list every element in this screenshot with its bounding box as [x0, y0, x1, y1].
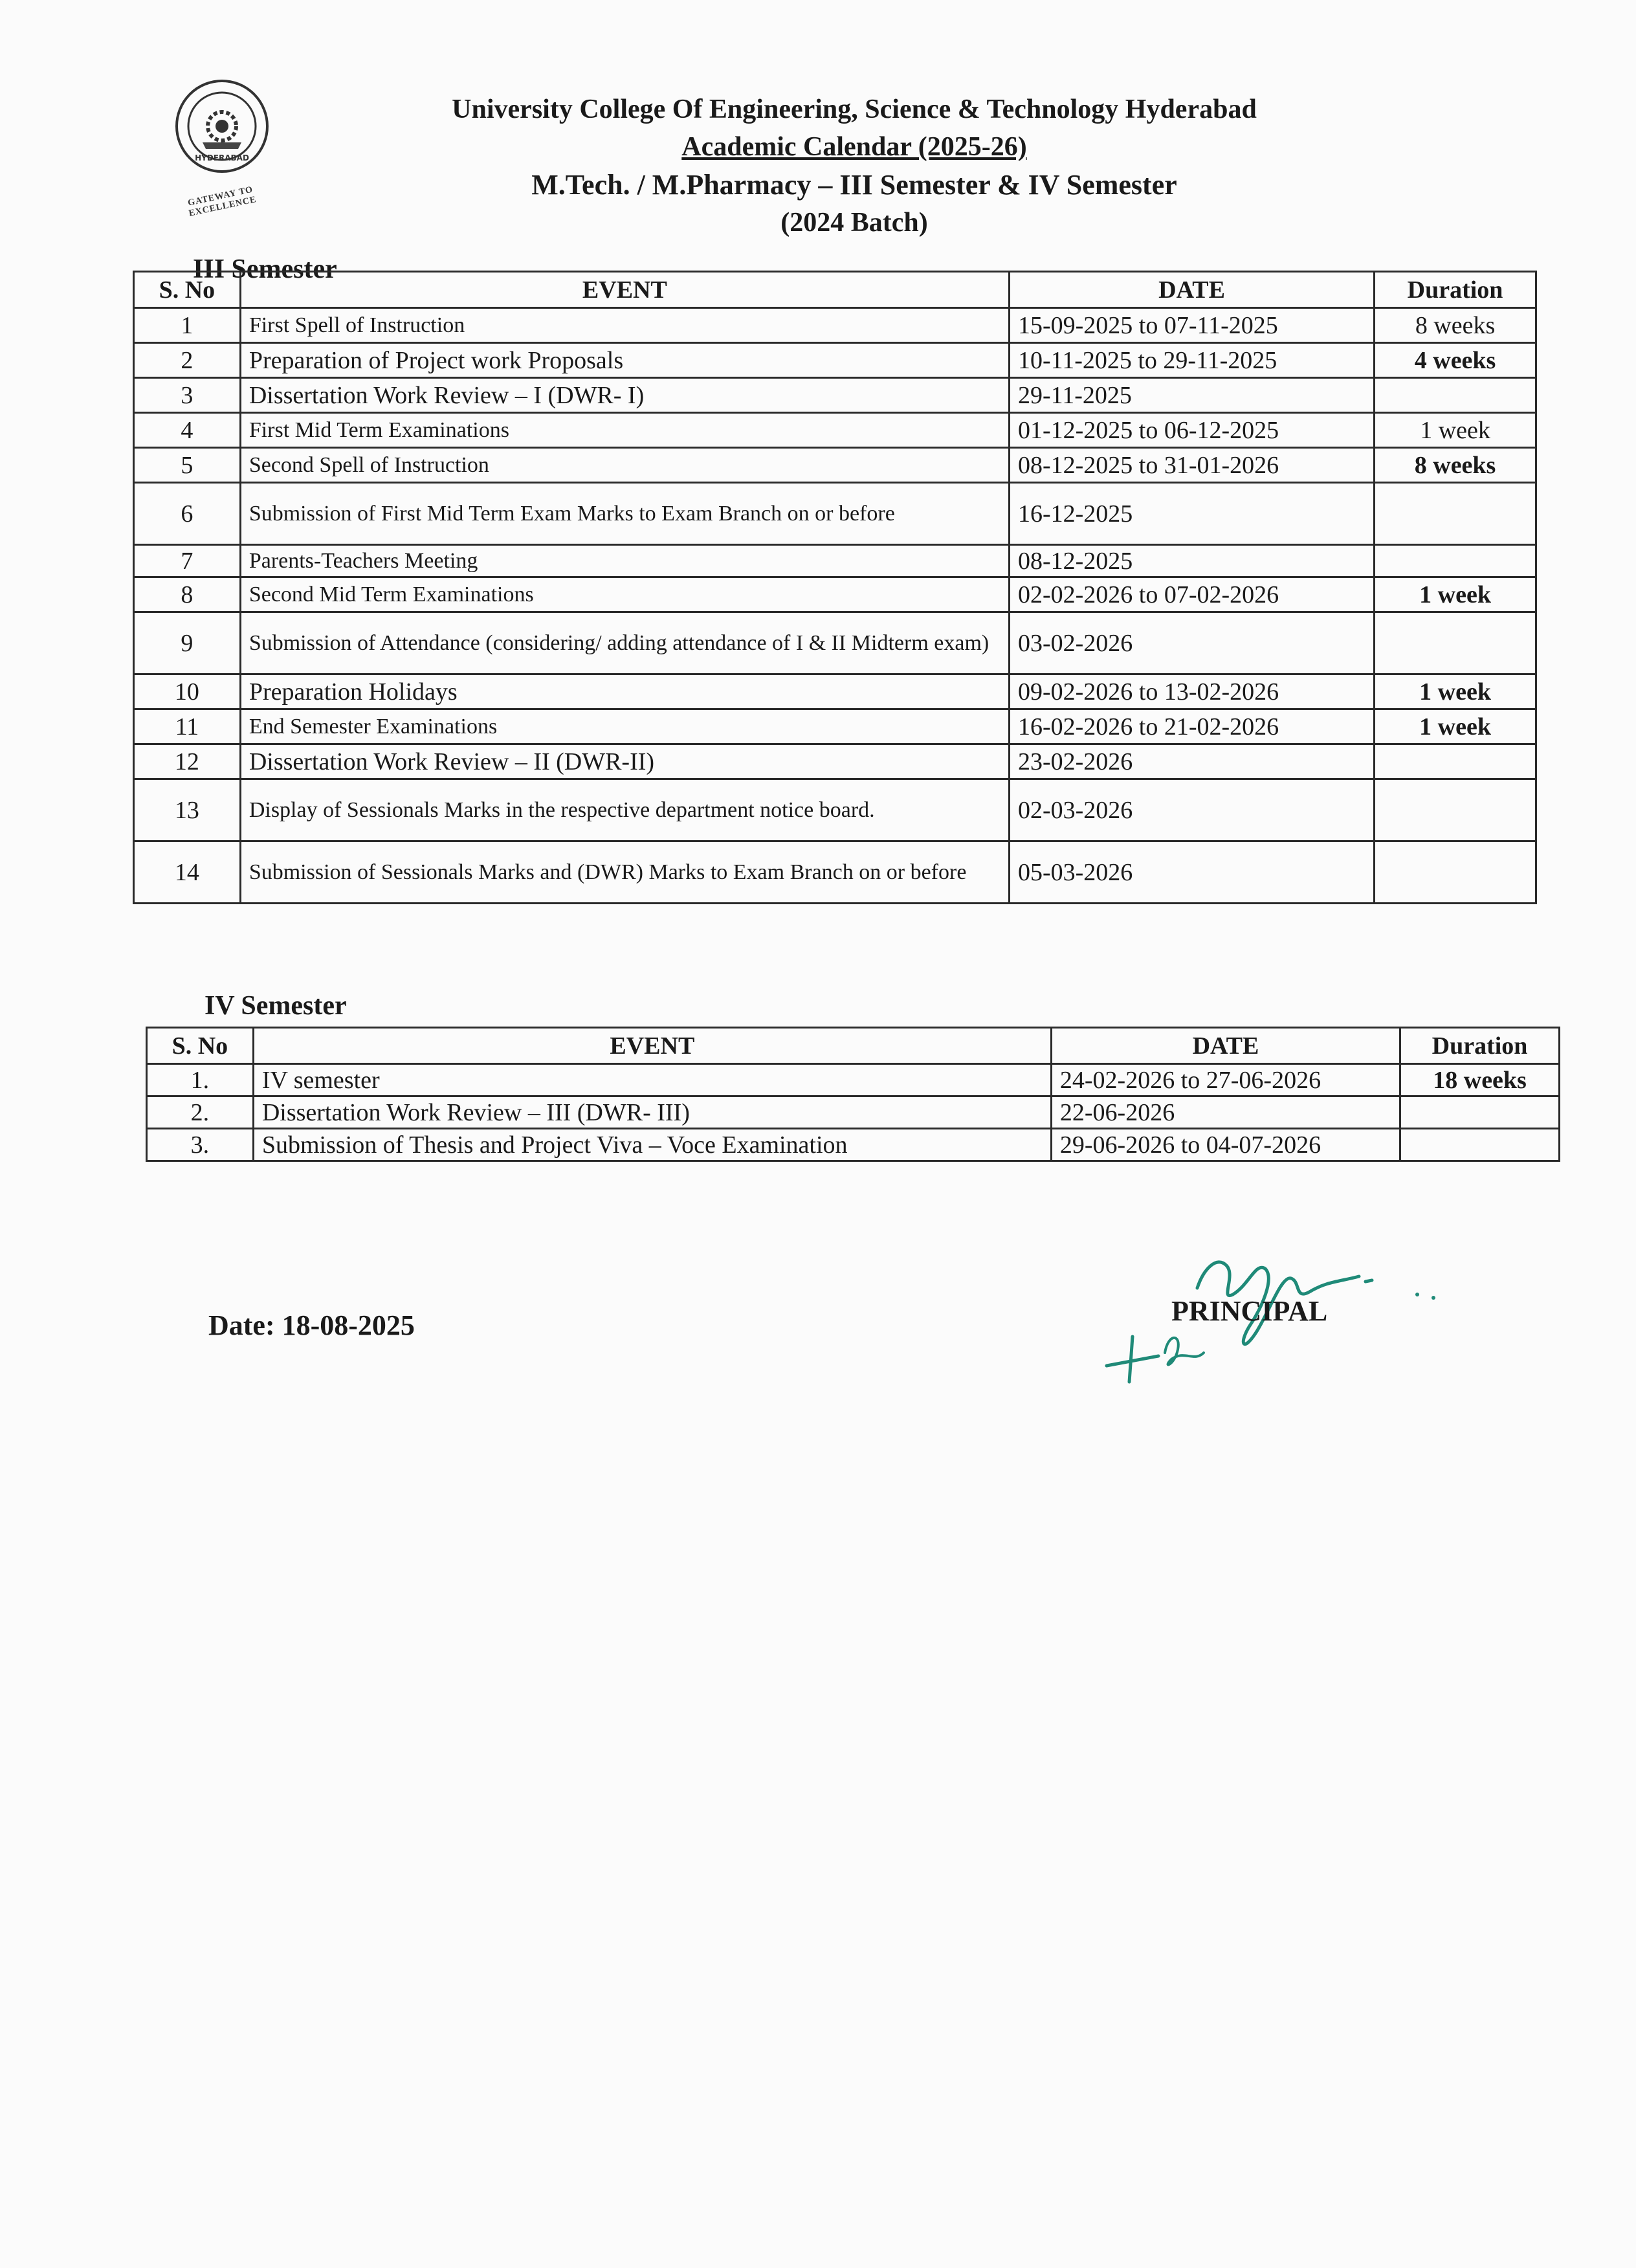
row-sno: 2	[134, 343, 241, 378]
institution-name: University College Of Engineering, Science & Technology Hyderabad	[452, 94, 1257, 124]
batch-label: (2024 Batch)	[780, 208, 928, 238]
row-sno: 3.	[147, 1129, 254, 1161]
row-duration: 18 weeks	[1400, 1064, 1560, 1096]
row-sno: 1	[134, 308, 241, 343]
row-event: First Spell of Instruction	[240, 308, 1009, 343]
calendar-title: Academic Calendar (2025-26)	[681, 132, 1027, 162]
table-row	[134, 378, 1536, 413]
row-date: 29-06-2026 to 04-07-2026	[1051, 1129, 1400, 1161]
sem4-table	[146, 1027, 1560, 1162]
row-duration: 4 weeks	[1375, 343, 1536, 378]
col-duration-header: Duration	[1400, 1028, 1560, 1064]
row-date: 23-02-2026	[1009, 744, 1374, 779]
row-sno: 14	[134, 841, 241, 904]
row-event: Submission of Sessionals Marks and (DWR) Marks to Exam Branch on or before	[240, 841, 1009, 904]
row-sno: 2.	[147, 1096, 254, 1129]
table-row	[134, 709, 1536, 744]
row-date: 02-02-2026 to 07-02-2026	[1009, 577, 1374, 612]
row-event: Dissertation Work Review – III (DWR- III)	[253, 1096, 1051, 1129]
row-date: 01-12-2025 to 06-12-2025	[1009, 413, 1374, 448]
col-event-header: EVENT	[240, 272, 1009, 308]
row-duration: 1 week	[1375, 413, 1536, 448]
row-sno: 6	[134, 483, 241, 545]
row-date: 08-12-2025	[1009, 545, 1374, 577]
table-row	[134, 779, 1536, 841]
row-event: Submission of Thesis and Project Viva – Voce Examination	[253, 1129, 1051, 1161]
table-row	[134, 744, 1536, 779]
row-duration	[1375, 545, 1536, 577]
row-date: 22-06-2026	[1051, 1096, 1400, 1129]
col-sno-header: S. No	[147, 1028, 254, 1064]
row-sno: 9	[134, 612, 241, 674]
row-sno: 12	[134, 744, 241, 779]
row-event: Dissertation Work Review – II (DWR-II)	[240, 744, 1009, 779]
col-duration-header: Duration	[1375, 272, 1536, 308]
row-date: 02-03-2026	[1009, 779, 1374, 841]
row-date: 09-02-2026 to 13-02-2026	[1009, 674, 1374, 709]
logo-caption: GATEWAY TO EXCELLENCE	[186, 184, 258, 219]
principal-label: PRINCIPAL	[1171, 1295, 1328, 1327]
row-event: Preparation of Project work Proposals	[240, 343, 1009, 378]
row-date: 08-12-2025 to 31-01-2026	[1009, 448, 1374, 483]
row-sno: 5	[134, 448, 241, 483]
university-seal-logo	[173, 78, 271, 175]
row-sno: 10	[134, 674, 241, 709]
col-date-header: DATE	[1051, 1028, 1400, 1064]
col-date-header: DATE	[1009, 272, 1374, 308]
table-row	[134, 841, 1536, 904]
row-date: 16-02-2026 to 21-02-2026	[1009, 709, 1374, 744]
row-duration	[1375, 744, 1536, 779]
row-date: 24-02-2026 to 27-06-2026	[1051, 1064, 1400, 1096]
issue-date: Date: 18-08-2025	[208, 1309, 415, 1341]
row-event: Submission of Attendance (considering/ adding attendance of I & II Midterm exam)	[240, 612, 1009, 674]
row-duration	[1375, 612, 1536, 674]
document-header	[362, 91, 1346, 241]
row-duration	[1375, 779, 1536, 841]
col-event-header: EVENT	[253, 1028, 1051, 1064]
row-duration: 8 weeks	[1375, 308, 1536, 343]
table-row	[147, 1064, 1560, 1096]
row-duration: 1 week	[1375, 674, 1536, 709]
row-duration: 1 week	[1375, 709, 1536, 744]
row-event: First Mid Term Examinations	[240, 413, 1009, 448]
row-event: Parents-Teachers Meeting	[240, 545, 1009, 577]
row-event: End Semester Examinations	[240, 709, 1009, 744]
row-date: 16-12-2025	[1009, 483, 1374, 545]
table-header-row	[147, 1028, 1560, 1064]
row-event: Second Spell of Instruction	[240, 448, 1009, 483]
table-row	[134, 343, 1536, 378]
row-sno: 1.	[147, 1064, 254, 1096]
row-event: IV semester	[253, 1064, 1051, 1096]
row-date: 15-09-2025 to 07-11-2025	[1009, 308, 1374, 343]
row-event: Second Mid Term Examinations	[240, 577, 1009, 612]
sem3-heading: III Semester	[193, 254, 337, 284]
program-title: M.Tech. / M.Pharmacy – III Semester & IV Semester	[531, 169, 1177, 201]
sem3-table	[133, 271, 1537, 904]
row-duration: 1 week	[1375, 577, 1536, 612]
col-sno-header: S. No	[134, 272, 241, 308]
row-duration	[1375, 483, 1536, 545]
table-row	[134, 448, 1536, 483]
row-event: Submission of First Mid Term Exam Marks to Exam Branch on or before	[240, 483, 1009, 545]
row-duration	[1375, 378, 1536, 413]
table-row	[134, 612, 1536, 674]
row-date: 29-11-2025	[1009, 378, 1374, 413]
row-duration: 8 weeks	[1375, 448, 1536, 483]
table-row	[134, 308, 1536, 343]
row-sno: 8	[134, 577, 241, 612]
sem4-heading: IV Semester	[204, 991, 347, 1021]
table-row	[134, 545, 1536, 577]
row-date: 10-11-2025 to 29-11-2025	[1009, 343, 1374, 378]
row-sno: 11	[134, 709, 241, 744]
row-duration	[1400, 1096, 1560, 1129]
seal-text: HYDERABAD	[195, 153, 249, 162]
row-date: 05-03-2026	[1009, 841, 1374, 904]
row-duration	[1400, 1129, 1560, 1161]
row-event: Display of Sessionals Marks in the respective department notice board.	[240, 779, 1009, 841]
table-row	[134, 674, 1536, 709]
table-row	[134, 577, 1536, 612]
table-row	[147, 1129, 1560, 1161]
row-event: Dissertation Work Review – I (DWR- I)	[240, 378, 1009, 413]
row-event: Preparation Holidays	[240, 674, 1009, 709]
table-row	[147, 1096, 1560, 1129]
row-sno: 3	[134, 378, 241, 413]
row-date: 03-02-2026	[1009, 612, 1374, 674]
table-header-row	[134, 272, 1536, 308]
row-sno: 7	[134, 545, 241, 577]
row-sno: 4	[134, 413, 241, 448]
row-sno: 13	[134, 779, 241, 841]
table-row	[134, 413, 1536, 448]
row-duration	[1375, 841, 1536, 904]
table-row	[134, 483, 1536, 545]
